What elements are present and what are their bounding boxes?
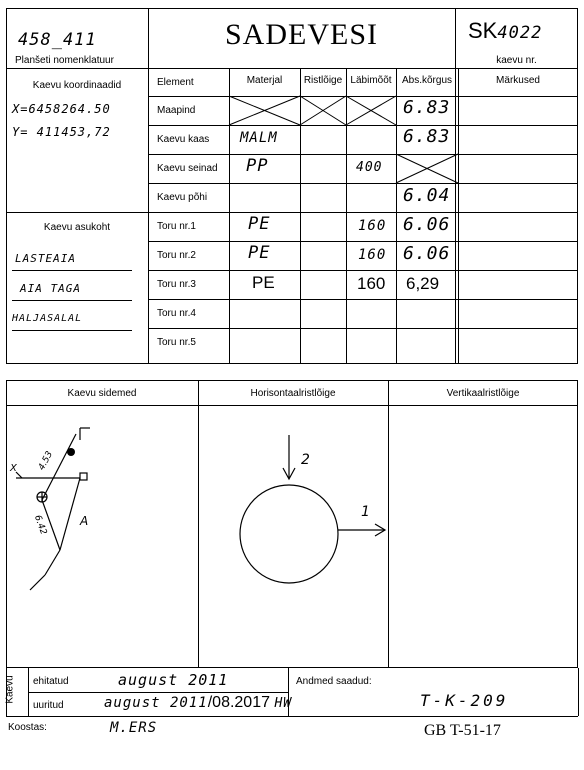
coordinate-x: X=6458264.50 xyxy=(12,102,111,116)
ties-label: Kaevu sidemed xyxy=(67,388,137,399)
column-header-notes: Märkused xyxy=(496,75,540,86)
surveyed-value xyxy=(104,694,292,712)
well-id-label: kaevu nr. xyxy=(496,55,537,66)
sheet-number: 458_411 xyxy=(18,30,97,50)
table-cell-diameter: 160 xyxy=(357,274,386,293)
well-id-prefix: SK xyxy=(468,18,498,43)
table-row-element: Toru nr.5 xyxy=(157,337,196,348)
table-cell-abs-height: 6.83 xyxy=(403,97,451,118)
table-row-element: Toru nr.3 xyxy=(157,279,196,290)
table-cell-material: PE xyxy=(248,214,271,234)
table-row-element: Toru nr.1 xyxy=(157,221,196,232)
column-header-cross-section: Ristlõige xyxy=(303,75,343,86)
tie-mark: X xyxy=(10,463,17,474)
table-row-element: Toru nr.2 xyxy=(157,250,196,261)
table-cell-material: PE xyxy=(252,273,275,292)
kaevu-side-label: Kaevu xyxy=(4,675,16,704)
table-row-element: Toru nr.4 xyxy=(157,308,196,319)
location-line-1: LASTEAIA xyxy=(15,252,76,265)
table-cell-abs-height: 6.06 xyxy=(403,243,451,264)
table-cell-material: MALM xyxy=(240,130,278,146)
surveyed-date: august 2011 xyxy=(104,695,208,711)
table-cell-abs-height: 6,29 xyxy=(406,274,440,293)
surveyed-label: uuritud xyxy=(33,700,64,711)
vertical-section-label: Vertikaalristlõige xyxy=(446,388,520,399)
horizontal-section-label: Horisontaalristlõige xyxy=(250,388,336,399)
pipe-1-label: 1 xyxy=(361,504,370,520)
element-table xyxy=(148,68,578,364)
data-source-value: T-K-209 xyxy=(420,691,509,710)
table-cell-abs-height: 6.04 xyxy=(403,185,451,206)
tie-distance-1: 4.53 xyxy=(36,449,56,473)
document-code: GB T-51-17 xyxy=(424,722,501,739)
coordinate-y: Y= 411453,72 xyxy=(12,125,111,139)
location-line-2: AIA TAGA xyxy=(20,282,81,295)
well-id-number: 4022 xyxy=(497,23,543,43)
tie-distance-2: 6.42 xyxy=(31,513,49,537)
location-line-3: HALJASALAL xyxy=(12,313,83,324)
table-cell-abs-height: 6.83 xyxy=(403,126,451,147)
table-row-element: Kaevu kaas xyxy=(157,134,210,145)
table-row-element: Maapind xyxy=(157,105,196,116)
data-source-label: Andmed saadud: xyxy=(296,676,372,687)
pipe-2-label: 2 xyxy=(301,452,310,468)
surveyed-initials: HW xyxy=(274,696,293,711)
column-header-abs-height: Abs.kõrgus xyxy=(401,75,453,86)
tie-letter: A xyxy=(80,514,89,528)
built-label: ehitatud xyxy=(33,676,69,687)
crossed-cells xyxy=(148,68,578,364)
sheet-label: Planšeti nomenklatuur xyxy=(15,55,114,66)
table-cell-abs-height: 6.06 xyxy=(403,214,451,235)
diagram-frame xyxy=(6,380,578,668)
well-id xyxy=(468,18,542,44)
built-value: august 2011 xyxy=(118,671,229,689)
table-cell-diameter: 160 xyxy=(358,218,387,234)
compiled-by-label: Koostas: xyxy=(8,722,47,733)
column-header-diameter: Läbimõõt xyxy=(350,75,392,86)
table-cell-material: PE xyxy=(248,243,271,263)
surveyed-typed-date: /08.2017 xyxy=(207,694,270,711)
compiled-by-value: M.ERS xyxy=(110,720,158,736)
column-header-material: Materjal xyxy=(246,75,283,86)
location-label: Kaevu asukoht xyxy=(43,222,111,233)
table-cell-diameter: 400 xyxy=(356,160,383,175)
table-row-element: Kaevu seinad xyxy=(157,163,218,174)
table-cell-diameter: 160 xyxy=(358,247,387,263)
table-row-element: Kaevu põhi xyxy=(157,192,208,203)
table-cell-material: PP xyxy=(246,156,269,176)
page-title: SADEVESI xyxy=(224,18,378,51)
column-header-element: Element xyxy=(157,77,194,88)
coordinates-label: Kaevu koordinaadid xyxy=(32,80,122,91)
